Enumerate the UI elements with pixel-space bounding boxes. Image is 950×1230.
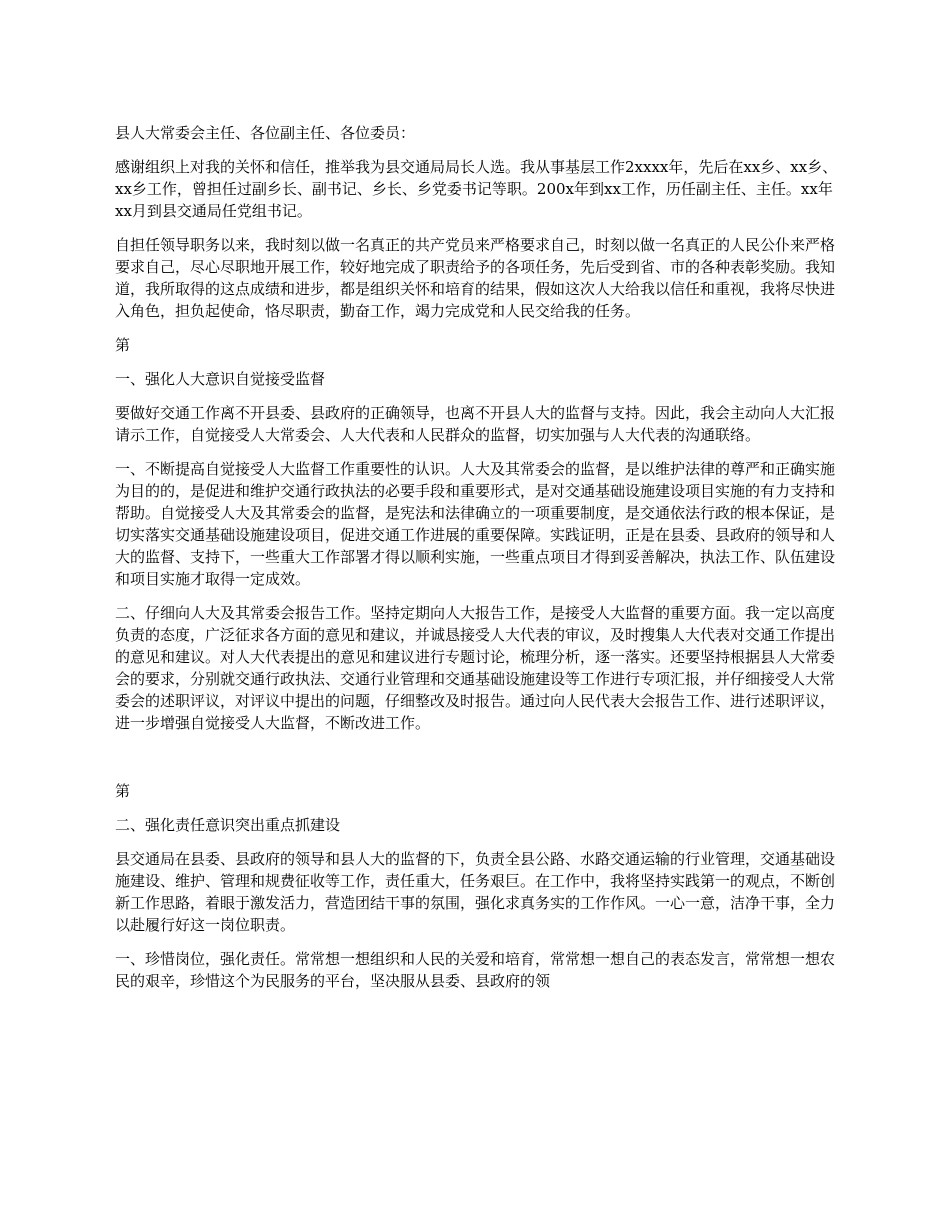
section-2-title: 二、强化责任意识突出重点抓建设 [115,816,341,834]
section-1-title: 一、强化人大意识自觉接受监督 [115,370,326,388]
section-2-intro: 县交通局在县委、县政府的领导和县人大的监督的下，负责全县公路、水路交通运输的行业管理，交通基础设施建设、维护、管理和规费征收等工作，责任重大，任务艰巨。在工作中，我将坚持实践第一的观点，不断创新工作思路，着眼于激发活力，营造团结干事的氛围，强化求真务实的工作作风。一心一意，洁净干事，全力以赴履行好这一岗位职责。 [115,850,836,934]
section-2-marker: 第 [115,782,131,800]
section-gap [115,746,840,780]
intro-paragraph: 感谢组织上对我的关怀和信任，推举我为县交通局局长人选。我从事基层工作2xxxx年，先后在xx乡、xx乡、xx乡工作，曾担任过副乡长、副书记、乡长、乡党委书记等职。200x年到xx工作，历任副主任、主任。xx年xx月到县交通局任党组书记。 [115,158,838,220]
section-2-point-1: 一、珍惜岗位，强化责任。常常想一想组织和人民的关爱和培育，常常想一想自己的表态发言，常常想一想农民的艰辛，珍惜这个为民服务的平台，坚决服从县委、县政府的领 [115,950,836,990]
document-page [115,122,840,1004]
salutation: 县人大常委会主任、各位副主任、各位委员： [115,124,416,142]
section-1-point-1: 一、不断提高自觉接受人大监督工作重要性的认识。人大及其常委会的监督，是以维护法律的尊严和正确实施为目的的，是促进和维护交通行政执法的必要手段和重要形式，是对交通基础设施建设项目实施的有力支持和帮助。自觉接受人大及其常委会的监督，是宪法和法律确立的一项重要制度，是交通依法行政的根本保证，是切实落实交通基础设施建设项目，促进交通工作进展的重要保障。实践证明，正是在县委、县政府的领导和人大的监督、支持下，一些重大工作部署才得以顺利实施，一些重点项目才得到妥善解决，执法工作、队伍建设和项目实施才取得一定成效。 [115,460,836,588]
section-1-intro: 要做好交通工作离不开县委、县政府的正确领导，也离不开县人大的监督与支持。因此，我会主动向人大汇报请示工作，自觉接受人大常委会、人大代表和人民群众的监督，切实加强与人大代表的沟通联络。 [115,404,836,444]
self-review-paragraph: 自担任领导职务以来，我时刻以做一名真正的共产党员来严格要求自己，时刻以做一名真正的人民公仆来严格要求自己，尽心尽职地开展工作，较好地完成了职责给予的各项任务，先后受到省、市的各种表彰奖励。我知道，我所取得的这点成绩和进步，都是组织关怀和培育的结果，假如这次人大给我以信任和重视，我将尽快进入角色，担负起使命，恪尽职责，勤奋工作，竭力完成党和人民交给我的任务。 [115,236,836,320]
section-1-point-2: 二、仔细向人大及其常委会报告工作。坚持定期向人大报告工作，是接受人大监督的重要方面。我一定以高度负责的态度，广泛征求各方面的意见和建议，并诚恳接受人大代表的审议，及时搜集人大代表对交通工作提出的意见和建议。对人大代表提出的意见和建议进行专题讨论，梳理分析，逐一落实。还要坚持根据县人大常委会的要求，分别就交通行政执法、交通行业管理和交通基础设施建设等工作进行专项汇报，并仔细接受人大常委会的述职评议，对评议中提出的问题，仔细整改及时报告。通过向人民代表大会报告工作、进行述职评议，进一步增强自觉接受人大监督，不断改进工作。 [115,604,836,732]
section-1-marker: 第 [115,336,131,354]
